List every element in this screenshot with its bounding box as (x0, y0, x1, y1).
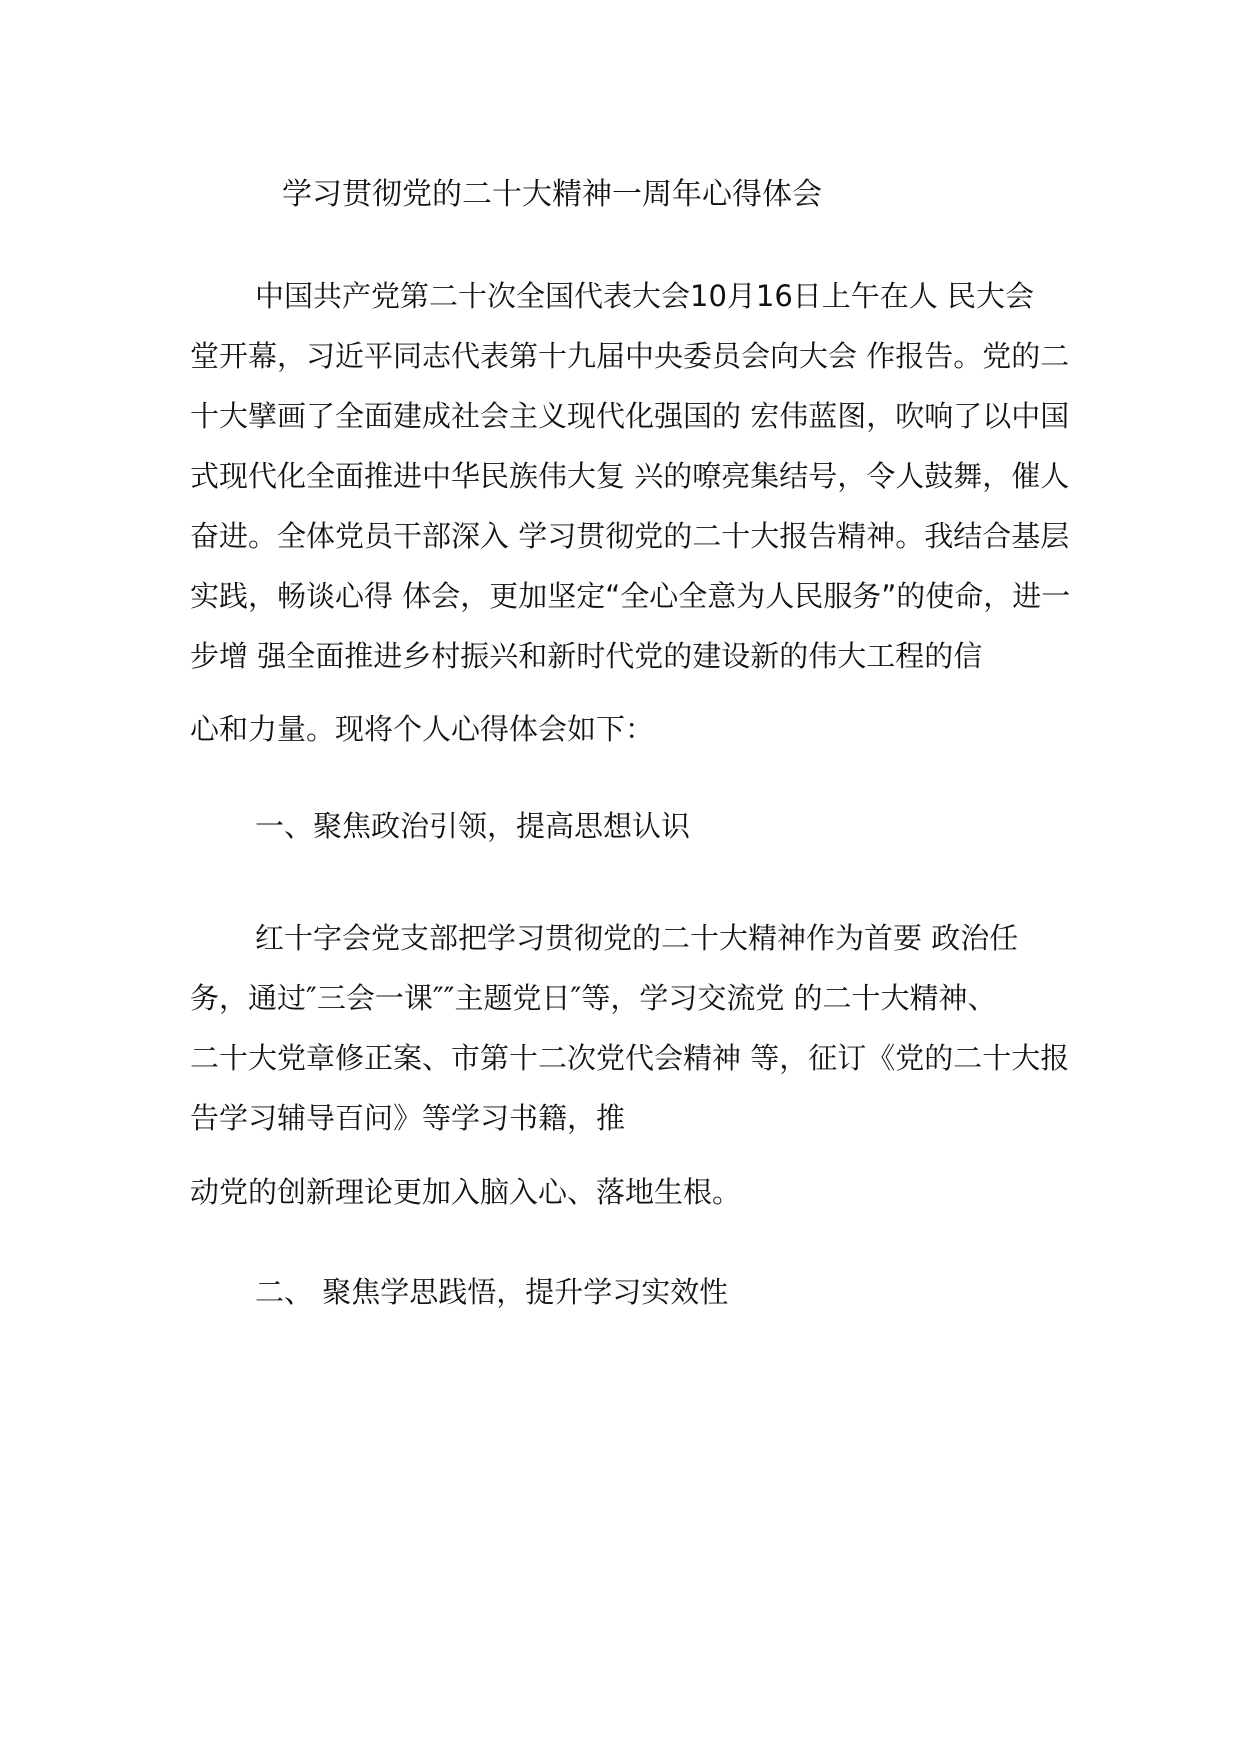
paragraph1-line-7: 步增 强全面推进乡村振兴和新时代党的建设新的伟大工程的信 (190, 639, 983, 673)
paragraph1-line-6: 实践，畅谈心得 体会，更加坚定“全心全意为人民服务”的使命，进一 (190, 579, 1071, 613)
paragraph1-line-2: 堂开幕，习近平同志代表第十九届中央委员会向大会 作报告。党的二 (190, 339, 1070, 373)
section-heading-2: 二、 聚焦学思践悟，提升学习实效性 (255, 1275, 729, 1309)
paragraph1-line-1: 中国共产党第二十次全国代表大会10月16日上午在人 民大会 (255, 279, 1035, 313)
paragraph2-line-4: 告学习辅导百问》等学习书籍，推 (190, 1101, 626, 1135)
paragraph2-line-1: 红十字会党支部把学习贯彻党的二十大精神作为首要 政治任 (255, 921, 1019, 955)
section-heading-1: 一、聚焦政治引领，提高思想认识 (255, 809, 691, 843)
paragraph2-line-3: 二十大党章修正案、市第十二次党代会精神 等，征订《党的二十大报 (190, 1041, 1070, 1075)
document-title: 学习贯彻党的二十大精神一周年心得体会 (282, 177, 822, 212)
paragraph1-line-3: 十大擘画了全面建成社会主义现代化强国的 宏伟蓝图，吹响了以中国 (190, 399, 1070, 433)
paragraph2-line-5: 动党的创新理论更加入脑入心、落地生根。 (190, 1175, 742, 1209)
paragraph1-line-8: 心和力量。现将个人心得体会如下： (190, 712, 655, 746)
paragraph2-line-2: 务，通过″三会一课″″主题党日″等，学习交流党 的二十大精神、 (190, 981, 997, 1015)
paragraph1-line-5: 奋进。全体党员干部深入 学习贯彻党的二十大报告精神。我结合基层 (190, 519, 1070, 553)
paragraph1-line-4: 式现代化全面推进中华民族伟大复 兴的嘹亮集结号，令人鼓舞，催人 (190, 459, 1070, 493)
